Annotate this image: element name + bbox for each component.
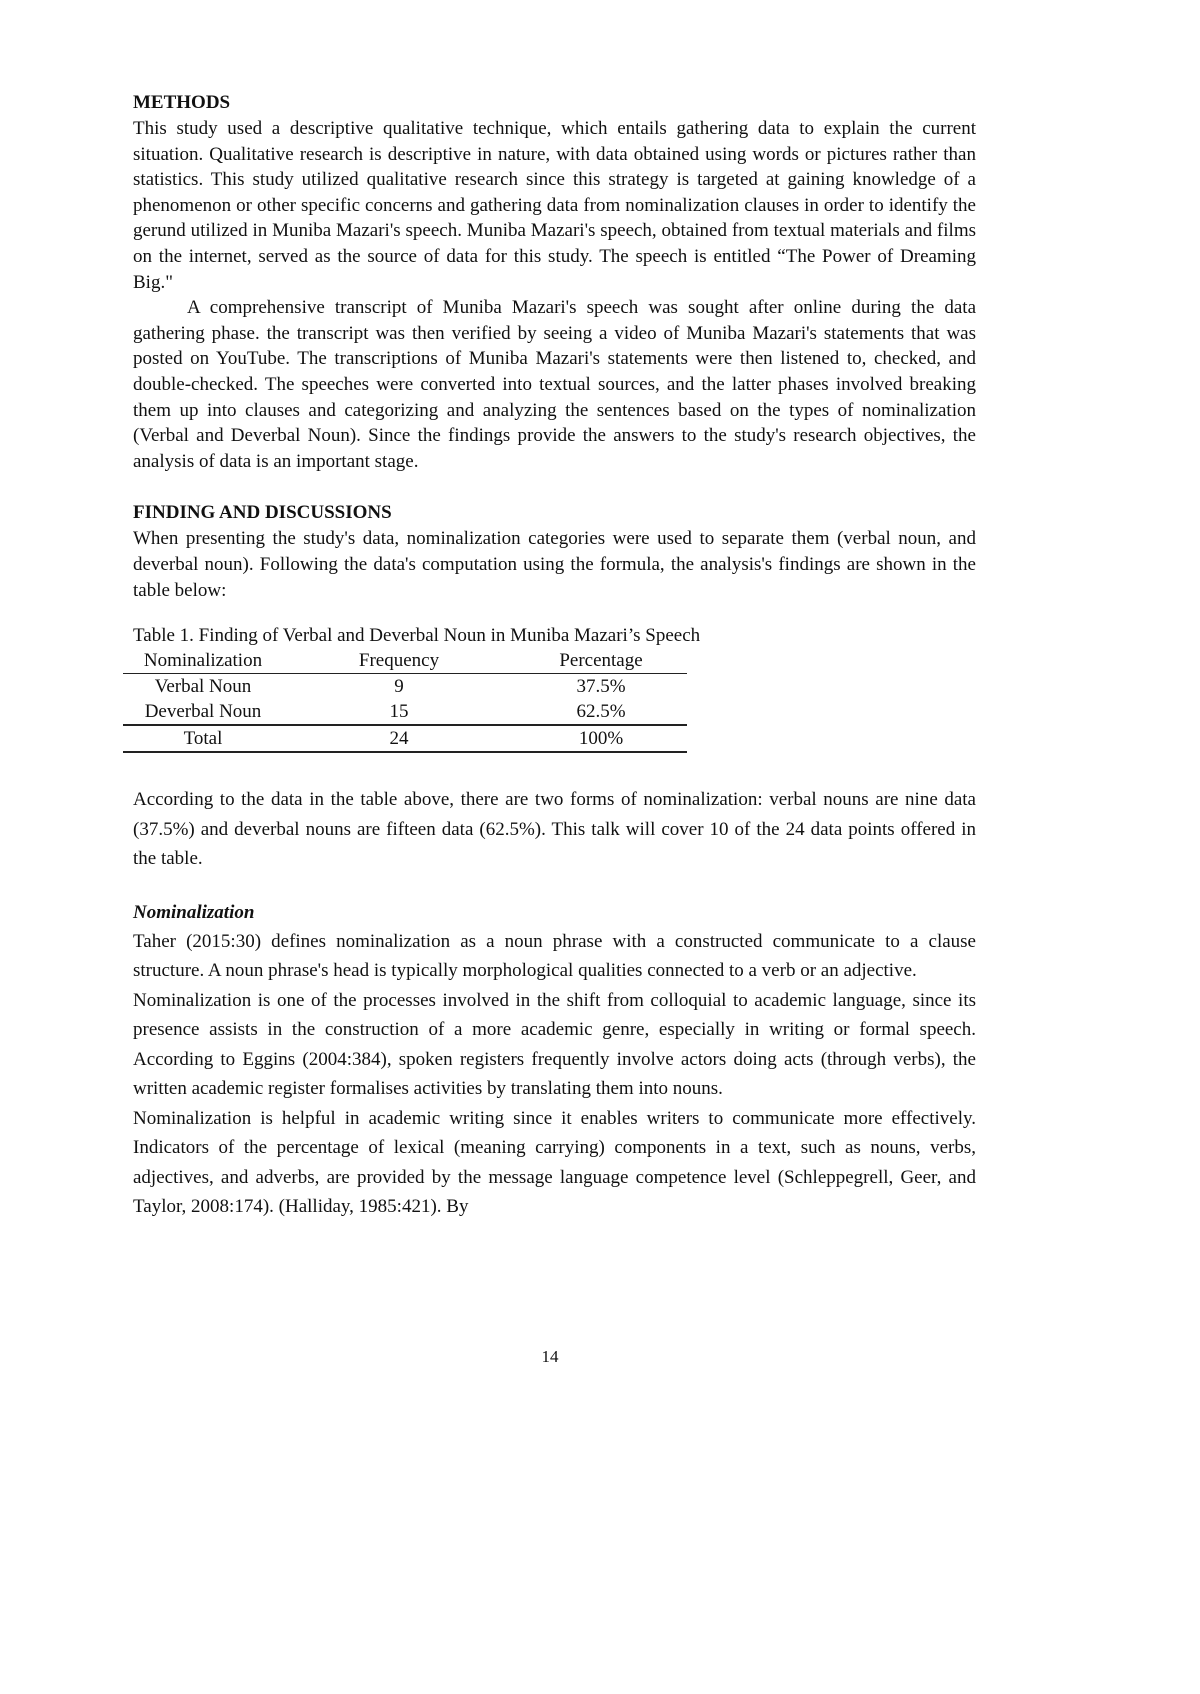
- nominalization-paragraph-3: Nominalization is helpful in academic writing since it enables writers to communicate more effectively. Indicators of the percentage of lexical (meaning carrying) components in a text, such as nouns, verbs, adjectives, and adverbs, are provided by the message language competence level (Schleppegrell, Geer, and Taylor, 2008:174). (Halliday, 1985:421). By: [133, 1107, 976, 1218]
- table-header-cell: Percentage: [559, 650, 643, 672]
- table-cell: 37.5%: [576, 676, 626, 698]
- table-cell: Deverbal Noun: [144, 701, 262, 723]
- table-row: [123, 674, 687, 700]
- nominalization-paragraph-2: Nominalization is one of the processes involved in the shift from colloquial to academic language, since its presence assists in the construction of a more academic genre, especially in writing or formal speech. According to Eggins (2004:384), spoken registers frequently involve actors doing acts (through verbs), the written academic register formalises activities by translating them into nouns.: [133, 989, 976, 1100]
- methods-heading: METHODS: [133, 92, 231, 113]
- table-row: [123, 699, 687, 725]
- table-caption: Table 1. Finding of Verbal and Deverbal Noun in Muniba Mazari’s Speech: [133, 625, 701, 647]
- table-cell: Total: [183, 728, 223, 750]
- findings-table: [123, 648, 687, 753]
- findings-heading: FINDING AND DISCUSSIONS: [133, 502, 392, 524]
- table-cell: 15: [389, 701, 409, 723]
- page-number: 14: [541, 1347, 559, 1366]
- table-header-row: [123, 648, 687, 674]
- table-cell: 62.5%: [576, 701, 626, 723]
- table-cell: 9: [394, 676, 404, 698]
- page-content: [133, 90, 976, 1222]
- table-header-cell: Nominalization: [143, 650, 263, 672]
- nominalization-paragraph-1: Taher (2015:30) defines nominalization as a noun phrase with a constructed communicate to a clause structure. A noun phrase's head is typically morphological qualities connected to a verb or an adjective.: [133, 930, 976, 982]
- table-header-cell: Frequency: [358, 650, 440, 672]
- after-table-paragraph: According to the data in the table above, there are two forms of nominalization: verbal nouns are nine data (37.5%) and deverbal nouns are fifteen data (62.5%). This talk will cover 10 of the 24 data points offered in the table.: [133, 789, 976, 870]
- findings-intro-paragraph: When presenting the study's data, nominalization categories were used to separate them (verbal noun, and deverbal noun). Following the data's computation using the formula, the analysis's findings are shown in the table below:: [133, 528, 976, 601]
- nominalization-heading: Nominalization: [133, 901, 255, 923]
- table-total-row: [123, 725, 687, 752]
- methods-paragraph-1: This study used a descriptive qualitative technique, which entails gathering data to explain the current situation. Qualitative research is descriptive in nature, with data obtained using words or pictures rather than statistics. This study utilized qualitative research since this strategy is targeted at gaining knowledge of a phenomenon or other specific concerns and gathering data from nominalization clauses in order to identify the gerund utilized in Muniba Mazari's speech. Muniba Mazari's speech, obtained from textual materials and films on the internet, served as the source of data for this study. The speech is entitled “The Power of Dreaming Big.": [133, 118, 976, 293]
- methods-paragraph-2: A comprehensive transcript of Muniba Mazari's speech was sought after online during the data gathering phase. the transcript was then verified by seeing a video of Muniba Mazari's statements that was posted on YouTube. The transcriptions of Muniba Mazari's statements were then listened to, checked, and double-checked. The speeches were converted into textual sources, and the latter phases involved breaking them up into clauses and categorizing and analyzing the sentences based on the types of nominalization (Verbal and Deverbal Noun). Since the findings provide the answers to the study's research objectives, the analysis of data is an important stage.: [133, 297, 976, 472]
- table-cell: 24: [389, 728, 409, 750]
- table-cell: Verbal Noun: [154, 676, 252, 698]
- table-cell: 100%: [578, 728, 624, 750]
